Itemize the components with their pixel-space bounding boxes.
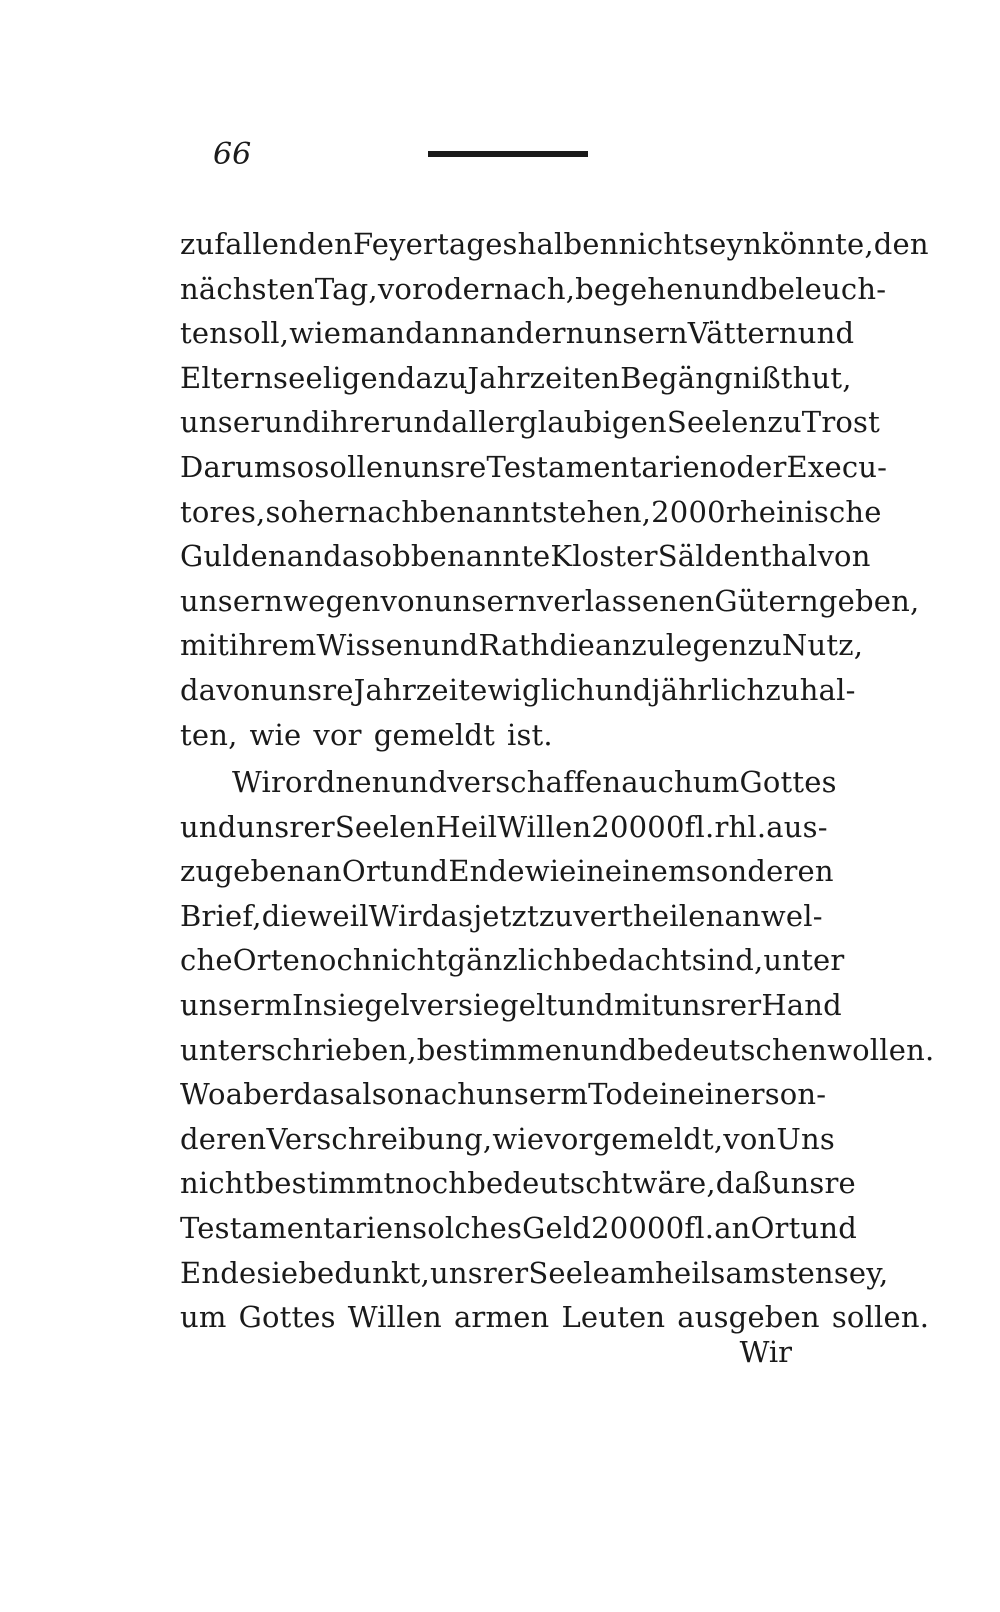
text-line: unser und ihrer und aller glaubigen Seelen zu Trost bbox=[180, 405, 880, 440]
text-line: che Orte noch nicht gänzlich bedacht sind, unter bbox=[180, 943, 845, 978]
text-line: zufallenden Feyertages halben nicht seyn könnte, den bbox=[180, 227, 929, 261]
text-line: Eltern seeligen da zu Jahrzeiten Begängniß thut, bbox=[180, 360, 852, 395]
text-line: unsern wegen von unsern verlassenen Gütern geben, bbox=[180, 583, 920, 618]
text-line: ten soll, wie man dann andern unsern Vättern und bbox=[180, 316, 855, 351]
text-line: unterschrieben, bestimmen und bedeutschen wollen. bbox=[180, 1032, 935, 1067]
text-line: davon unsre Jahrzeit ewiglich und jährlich zu hal- bbox=[180, 672, 856, 707]
text-line: zugeben an Ort und Ende wie in einem sonderen bbox=[180, 854, 834, 889]
text-line: Ende sie bedunkt, unsrer Seele am heilsamsten sey, bbox=[180, 1255, 889, 1290]
text-line: Darum so sollen unsre Testamentarien oder Execu- bbox=[180, 449, 888, 484]
text-line: deren Verschreibung, wie vor gemeldt, von Uns bbox=[180, 1121, 835, 1156]
text-line: Wir ordnen und verschaffen auch um Gottes bbox=[232, 765, 837, 799]
text-line: nicht bestimmt noch bedeutscht wäre, daß unsre bbox=[180, 1166, 856, 1201]
text-line: mit ihrem Wissen und Rath die anzulegen zu Nutz, bbox=[180, 628, 864, 663]
paragraph-1 bbox=[180, 222, 929, 757]
text-line: tores, so hernach benannt stehen, 2000 rheinische bbox=[180, 494, 882, 529]
catchword: Wir bbox=[739, 1335, 792, 1369]
text-line: Gulden an das obbenannte Kloster Säldenthal von bbox=[180, 539, 871, 574]
text-line: Wo aber das also nach unserm Tode in einer son- bbox=[180, 1077, 827, 1112]
header-rule bbox=[428, 151, 588, 157]
text-line: nächsten Tag, vor oder nach, begehen und beleuch- bbox=[180, 271, 887, 306]
text-line: Brief, dieweil Wir das jetzt zu vertheilen an wel- bbox=[180, 898, 823, 933]
text-line: unserm Insiegel versiegelt und mit unsrer Hand bbox=[180, 987, 842, 1022]
text-line: um Gottes Willen armen Leuten ausgeben sollen. bbox=[180, 1300, 930, 1335]
text-line: und unsrer Seelen Heil Willen 20000 fl. rhl. aus- bbox=[180, 809, 828, 844]
text-line: Testamentarien solches Geld 20000 fl. an Ort und bbox=[180, 1210, 857, 1245]
text-line: ten, wie vor gemeldt ist. bbox=[180, 717, 553, 752]
page-number: 66 bbox=[213, 137, 252, 172]
paragraph-2 bbox=[180, 760, 935, 1340]
